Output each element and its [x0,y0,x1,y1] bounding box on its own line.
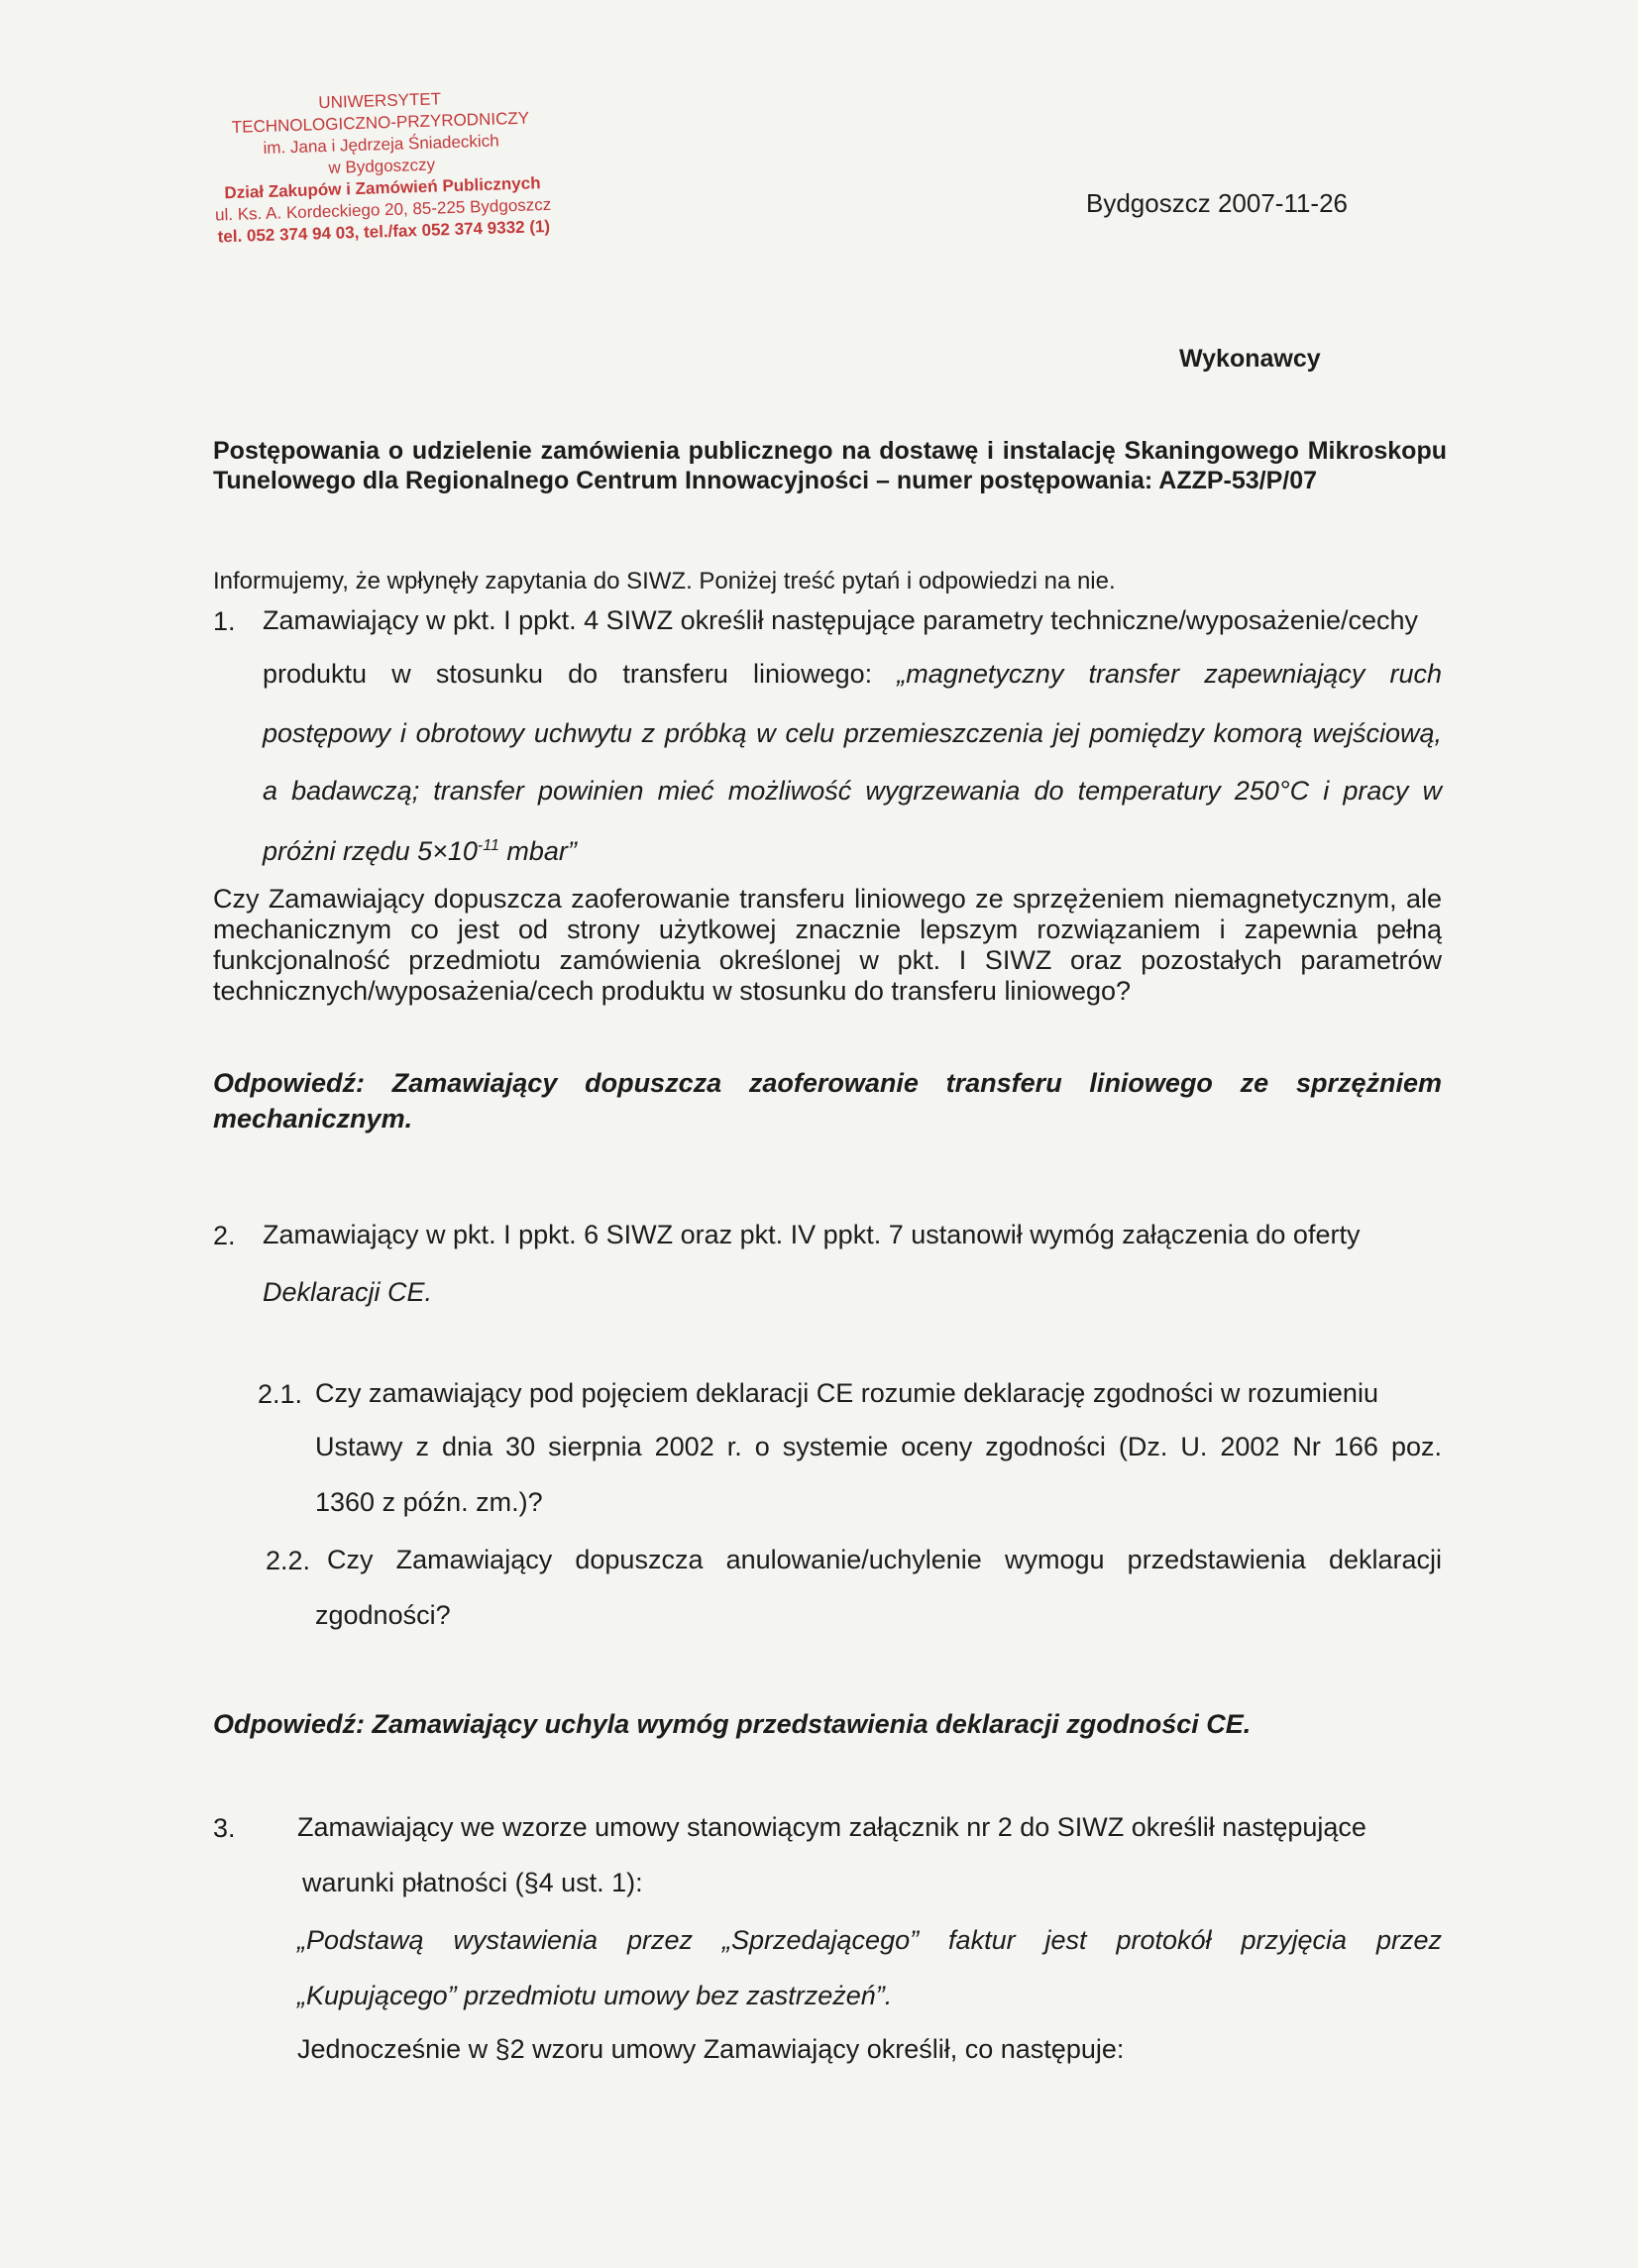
q1-question: Czy Zamawiający dopuszcza zaoferowanie transferu liniowego ze sprzężeniem niemagnetycznym, ale mechanicznym co jest od strony użytkowej znacznie lepszym rozwiązaniem i zapewnia pełną funkcjonalność przedmiotu zamówienia określonej w pkt. I SIWZ oraz pozostałych parametrów technicznych/wyposażenia/cech produktu w stosunku do transferu liniowego? [213,884,1442,1006]
q1-line4: a badawczą; transfer powinien mieć możliwość wygrzewania do temperatury 250°C i pracy w [263,776,1442,806]
recipient: Wykonawcy [1179,345,1321,373]
q3-number: 3. [213,1813,236,1843]
q2-sub1-line1: Czy zamawiający pod pojęciem deklaracji CE rozumie deklarację zgodności w rozumieniu [315,1378,1378,1408]
q2-sub1-number: 2.1. [258,1379,303,1409]
document-date: Bydgoszcz 2007-11-26 [1086,188,1349,218]
q1-line3: postępowy i obrotowy uchwytu z próbką w celu przemieszczenia jej pomiędzy komorą wejściową, [263,718,1442,748]
subject-heading: Postępowania o udzielenie zamówienia publicznego na dostawę i instalację Skaningowego Mikroskopu Tunelowego dla Regionalnego Centrum Innowacyjności – numer postępowania: AZZP-53/P/07 [213,437,1447,494]
q1-number: 1. [213,606,236,636]
q1-line2-text: produktu w stosunku do transferu liniowego: [263,659,898,689]
stamp-line: ul. Ks. A. Kordeckiego 20, 85-225 Bydgoszcz [214,194,552,225]
q2-line1: Zamawiający w pkt. I ppkt. 6 SIWZ oraz pkt. IV ppkt. 7 ustanowił wymóg załączenia do oferty [263,1220,1361,1249]
q3-line-last: Jednocześnie w §2 wzoru umowy Zamawiający określił, co następuje: [297,2034,1125,2064]
q3-quote1: „Podstawą wystawienia przez „Sprzedającego” faktur jest protokół przyjęcia przez [297,1925,1442,1955]
stamp-line: w Bydgoszczy [328,155,436,177]
q3-quote2: „Kupującego” przedmiotu umowy bez zastrzeżeń”. [297,1981,893,2010]
q1-line5-end: mbar” [498,836,577,866]
q3-line1: Zamawiający we wzorze umowy stanowiącym załącznik nr 2 do SIWZ określił następujące [297,1812,1366,1842]
stamp-line: TECHNOLOGICZNO-PRZYRODNICZY [231,108,530,137]
q1-line2-quote: „magnetyczny transfer zapewniający ruch [897,659,1443,689]
q3-line2: warunki płatności (§4 ust. 1): [302,1868,643,1897]
stamp-line: im. Jana i Jędrzeja Śniadeckich [263,131,499,158]
q2-sub1-line3: 1360 z późn. zm.)? [315,1487,543,1517]
q2-number: 2. [213,1221,236,1250]
intro-paragraph: Informujemy, że wpłynęły zapytania do SIWZ. Poniżej treść pytań i odpowiedzi na nie. [213,568,1116,594]
q1-line2 [263,658,1442,690]
q2-answer: Odpowiedź: Zamawiający uchyla wymóg przedstawienia deklaracji zgodności CE. [213,1709,1252,1739]
q2-sub2-line1: Czy Zamawiający dopuszcza anulowanie/uchylenie wymogu przedstawienia deklaracji [327,1545,1442,1574]
q2-sub2-line2: zgodności? [315,1600,451,1630]
q2-sub2-number: 2.2. [266,1546,311,1575]
q2-sub1-line2: Ustawy z dnia 30 sierpnia 2002 r. o systemie oceny zgodności (Dz. U. 2002 Nr 166 poz. [315,1432,1442,1461]
q2-line2: Deklaracji CE. [263,1277,433,1307]
q1-line1: Zamawiający w pkt. I ppkt. 4 SIWZ określił następujące parametry techniczne/wyposażenie/cechy [263,605,1418,635]
q1-line5-base: próżni rzędu 5×10 [263,836,478,866]
q1-line5 [263,830,577,867]
stamp-line: tel. 052 374 94 03, tel./fax 052 374 9332 (1) [217,216,551,247]
q1-answer: Odpowiedź: Zamawiający dopuszcza zaoferowanie transferu liniowego ze sprzężniem mechanicznym. [213,1068,1442,1134]
stamp-line: UNIWERSYTET [318,89,442,113]
q1-line5-exponent: -11 [477,837,499,854]
institution-stamp [166,83,598,249]
stamp-line: Dział Zakupów i Zamówień Publicznych [224,173,541,203]
